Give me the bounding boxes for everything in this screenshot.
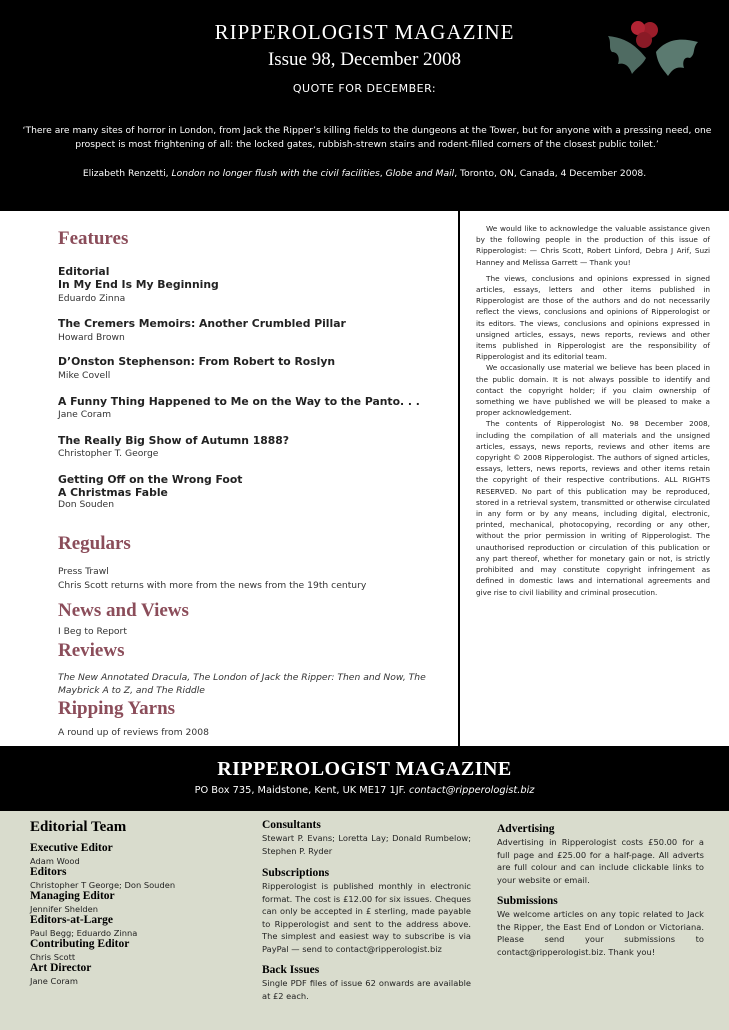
attribution-rest: , Toronto, ON, Canada, 4 December 2008.	[454, 168, 647, 179]
info-panel	[0, 811, 729, 1030]
editors-label: Editors	[30, 866, 67, 878]
feature-author: Jane Coram	[58, 409, 112, 420]
feature-author: Howard Brown	[58, 332, 125, 343]
contents-area	[0, 211, 729, 746]
feature-author: Eduardo Zinna	[58, 293, 126, 304]
address-text: PO Box 735, Maidstone, Kent, UK ME17 1JF.	[194, 785, 409, 796]
acknowledgements	[476, 223, 710, 598]
managing-editor: Jennifer Shelden	[30, 904, 99, 914]
consultants-text: Stewart P. Evans; Loretta Lay; Donald Rumbelow; Stephen P. Ryder	[262, 833, 471, 856]
yarns-desc[interactable]: A round up of reviews from 2008	[58, 727, 209, 738]
feature-title-line2: In My End Is My Beginning	[58, 278, 219, 291]
feature-title-line1: Getting Off on the Wrong Foot	[58, 473, 243, 486]
footer-banner	[0, 746, 729, 811]
feature-title[interactable]	[58, 473, 242, 499]
back-issues-text: Single PDF files of issue 62 onwards are available at £2 each.	[262, 978, 471, 1001]
submissions-text: We welcome articles on any topic related to Jack the Ripper, the East End of London or Victoriana. Please send your submissions to contact@ripperologist.biz. Thank you!	[497, 909, 704, 957]
rights-paragraph: The contents of Ripperologist No. 98 December 2008, including the compilation of all materials and the unsigned articles, essays, news reports, reviews and other items are copyright © 2008 Ripperologist. The authors of signed articles, essays, letters, news reports, reviews and other items retain the copyright of their respective contributions. ALL RIGHTS RESERVED. No part of this publication may be reproduced, stored in a retrieval system, transmitted or otherwise circulated in any form or by any means, including digital, electronic, printed, mechanical, photocopying, recording or any other, without the prior permission in writing of Ripperologist. The unauthorised reproduction or circulation of this publication or any part thereof, whether for monetary gain or not, is strictly prohibited and may constitute copyright infringement as defined in domestic laws and international agreements and give rise to civil liability and criminal prosecution.	[476, 419, 710, 597]
feature-author: Christopher T. George	[58, 448, 159, 459]
subscriptions-text: Ripperologist is published monthly in electronic format. The cost is £12.00 for six issues. Cheques can only be accepted in £ sterling, made payable to Ripperologist and sent to the address above. The simplest and easiest way to subscribe is via PayPal — send to contact@ripperologist.biz	[262, 881, 471, 954]
advertising-text: Advertising in Ripperologist costs £50.00 for a full page and £25.00 for a half-page. All adverts are full colour and can include clickable links to your website or email.	[497, 837, 704, 885]
feature-title[interactable]	[58, 265, 219, 291]
contributing-editor: Chris Scott	[30, 952, 76, 962]
magazine-title: RIPPEROLOGIST MAGAZINE	[214, 20, 515, 44]
feature-author: Mike Covell	[58, 370, 111, 381]
footer-address	[0, 785, 729, 796]
contact-email-link[interactable]: contact@ripperologist.biz	[408, 785, 535, 796]
quote-text: ‘There are many sites of horror in London, from Jack the Ripper’s killing fields to the dungeons at the Tower, but for anyone with a pressing need, one prospect is most frightening of all: the locked gates, rubbish-strewn stairs and rodent-filled corners of the closest public toilet.’	[22, 125, 712, 150]
editors-at-large: Paul Begg; Eduardo Zinna	[30, 928, 138, 938]
features-heading: Features	[58, 228, 129, 249]
reviews-desc[interactable]	[58, 671, 443, 697]
managing-editor-label: Managing Editor	[30, 890, 115, 902]
submissions-heading: Submissions	[497, 895, 558, 907]
feature-author: Don Souden	[58, 499, 115, 510]
attribution-author: Elizabeth Renzetti,	[82, 168, 172, 179]
executive-editor: Adam Wood	[30, 856, 80, 866]
header-banner	[0, 0, 729, 211]
contributing-editor-label: Contributing Editor	[30, 938, 130, 950]
feature-title-line1: Editorial	[58, 265, 110, 278]
acknowledgements-paragraph: We would like to acknowledge the valuable assistance given by the following people in the production of this issue of Ripperologist: — Chris Scott, Robert Linford, Debra J Arif, Suzi Hanney and Melissa Garrett — Thank you!	[476, 224, 710, 267]
holly-icon	[598, 8, 708, 98]
issue-title: Issue 98, December 2008	[267, 49, 462, 70]
regulars-title[interactable]: Press Trawl	[58, 566, 109, 577]
regulars-desc: Chris Scott returns with more from the news from the 19th century	[58, 580, 367, 591]
editors: Christopher T George; Don Souden	[30, 880, 176, 890]
editorial-team-heading: Editorial Team	[30, 819, 127, 835]
art-director: Jane Coram	[30, 976, 78, 986]
feature-title[interactable]: D’Onston Stephenson: From Robert to Roslyn	[58, 355, 336, 368]
yarns-heading: Ripping Yarns	[58, 698, 176, 719]
attribution-title: London no longer flush with the civil facilities	[171, 168, 380, 179]
quote-label: QUOTE FOR DECEMBER:	[292, 82, 437, 95]
art-director-label: Art Director	[30, 962, 92, 974]
reviews-heading: Reviews	[58, 640, 125, 661]
reviews-desc-line2: Maybrick A to Z, and The Riddle	[58, 685, 205, 696]
consultants-heading: Consultants	[262, 819, 321, 831]
editors-at-large-label: Editors-at-Large	[30, 914, 114, 926]
quote-attribution	[0, 168, 729, 179]
executive-editor-label: Executive Editor	[30, 842, 113, 854]
attribution-paper: Globe and Mail	[385, 168, 455, 179]
feature-title[interactable]: The Really Big Show of Autumn 1888?	[58, 434, 290, 447]
feature-title-line2: A Christmas Fable	[58, 486, 168, 499]
reviews-desc-line1: The New Annotated Dracula, The London of Jack the Ripper: Then and Now, The	[58, 672, 426, 683]
back-issues-heading: Back Issues	[262, 964, 320, 976]
attribution-sep: ,	[379, 168, 386, 179]
news-desc[interactable]: I Beg to Report	[58, 626, 127, 637]
regulars-heading: Regulars	[58, 533, 131, 554]
column-divider	[458, 211, 460, 746]
subscriptions-heading: Subscriptions	[262, 867, 330, 879]
feature-title[interactable]: A Funny Thing Happened to Me on the Way to the Panto. . .	[58, 395, 420, 408]
copyright-paragraph: The views, conclusions and opinions expressed in signed articles, essays, letters and other items published in Ripperologist are those of the authors and do not necessarily reflect the views, conclusions and opinions of Ripperologist or its editors. The views, conclusions and opinions expressed in unsigned articles, essays, news reports, reviews and other items published in Ripperologist are the responsibility of Ripperologist and its editorial team.	[476, 273, 710, 362]
footer-magazine-title: RIPPEROLOGIST MAGAZINE	[217, 758, 512, 780]
public-domain-paragraph: We occasionally use material we believe has been placed in the public domain. It is not always possible to identify and contact the copyright holder; if you claim ownership of something we have published we will be pleased to make a proper acknowledgement.	[476, 363, 710, 418]
news-heading: News and Views	[58, 600, 189, 621]
feature-title[interactable]: The Cremers Memoirs: Another Crumbled Pillar	[58, 317, 346, 330]
advertising-heading: Advertising	[497, 823, 555, 835]
